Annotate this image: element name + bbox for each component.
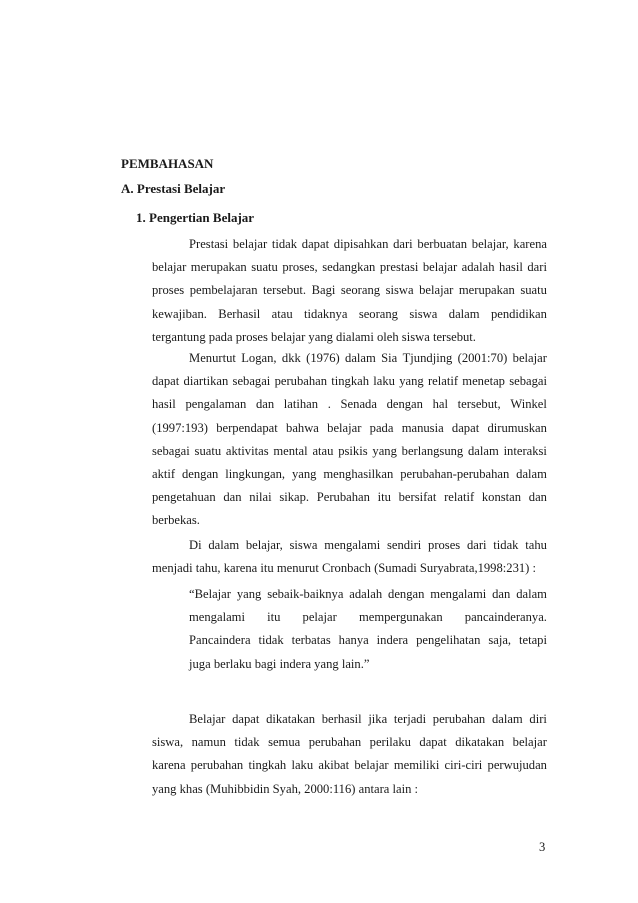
paragraph-4-line: mengalami itu pelajar mempergunakan pancainderanya. — [189, 610, 547, 625]
paragraph-2-line: aktif dengan lingkungan, yang menghasilkan perubahan-perubahan dalam — [152, 467, 547, 481]
paragraph-1-line: proses pembelajaran tersebut. Bagi seorang siswa belajar merupakan suatu — [152, 283, 547, 298]
paragraph-2-line: berbekas. — [152, 513, 200, 528]
paragraph-4-line: juga berlaku bagi indera yang lain.” — [189, 656, 370, 671]
paragraph-3-line: menjadi tahu, karena itu menurut Cronbach (Sumadi Suryabrata,1998:231) : — [152, 561, 537, 576]
paragraph-5-line: yang khas (Muhibbidin Syah, 2000:116) antara lain : — [152, 781, 419, 796]
paragraph-1-line: tergantung pada proses belajar yang dialami oleh siswa tersebut. — [152, 329, 476, 344]
paragraph-2-line: hasil pengalaman dan latihan . Senada dengan hal tersebut, Winkel — [152, 397, 547, 412]
paragraph-2-line: sebagai suatu aktivitas mental atau psikis yang berlangsung dalam interaksi — [152, 443, 547, 458]
paragraph-2-line: pengetahuan dan nilai sikap. Perubahan itu bersifat relatif konstan dan — [152, 490, 547, 505]
subsection-heading: 1. Pengertian Belajar — [136, 210, 255, 225]
paragraph-2-line: dapat diartikan sebagai perubahan tingkah laku yang relatif menetap sebagai — [152, 374, 547, 389]
paragraph-5-line: siswa, namun tidak semua perubahan perilaku dapat dikatakan belajar — [152, 735, 547, 750]
section-heading: A. Prestasi Belajar — [121, 181, 226, 196]
chapter-heading: PEMBAHASAN — [121, 156, 214, 171]
paragraph-3-line: Di dalam belajar, siswa mengalami sendiri proses dari tidak tahu — [189, 538, 547, 552]
paragraph-4-line: Pancaindera tidak terbatas hanya indera pengelihatan saja, tetapi — [189, 633, 547, 648]
paragraph-5-line: Belajar dapat dikatakan berhasil jika terjadi perubahan dalam diri — [189, 712, 547, 726]
paragraph-4-line: “Belajar yang sebaik-baiknya adalah dengan mengalami dan dalam — [189, 587, 547, 601]
paragraph-1-line: belajar merupakan suatu proses, sedangkan prestasi belajar adalah hasil dari — [152, 260, 547, 275]
paragraph-5-line: karena perubahan tingkah laku akibat belajar memiliki ciri-ciri perwujudan — [152, 758, 547, 773]
paragraph-1-line: kewajiban. Berhasil atau tidaknya seorang siswa dalam pendidikan — [152, 306, 547, 321]
paragraph-2-line: Menurtut Logan, dkk (1976) dalam Sia Tjundjing (2001:70) belajar — [189, 351, 547, 365]
paragraph-1-line: Prestasi belajar tidak dapat dipisahkan dari berbuatan belajar, karena — [189, 237, 547, 251]
page-number: 3 — [539, 840, 546, 854]
paragraph-2-line: (1997:193) berpendapat bahwa belajar pada manusia dapat dirumuskan — [152, 420, 547, 435]
